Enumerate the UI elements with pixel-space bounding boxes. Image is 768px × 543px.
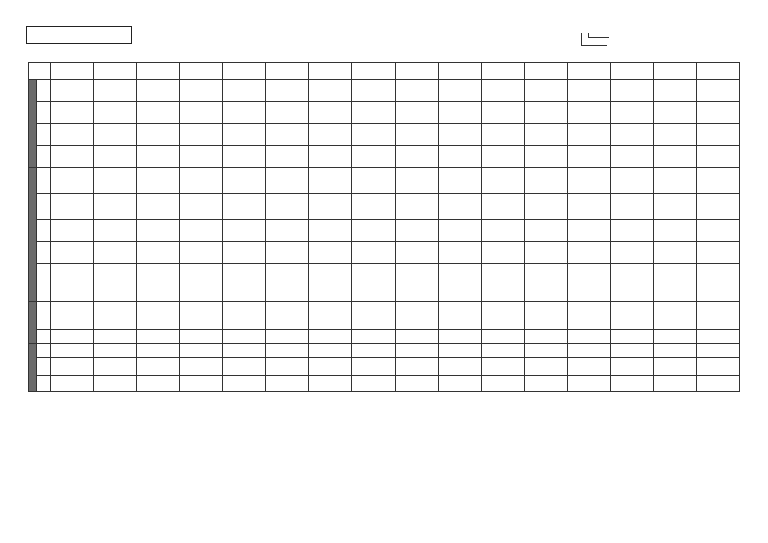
error-code-cell [94,124,137,146]
error-code-cell [309,264,352,302]
column-header-9 [438,63,481,80]
error-code-cell [51,264,94,302]
error-code-cell [567,264,610,302]
error-code-cell [352,220,395,242]
error-code-cell [524,358,567,376]
error-code-cell [567,344,610,358]
error-code-cell [481,168,524,194]
column-header-2 [137,63,180,80]
error-code-cell [309,344,352,358]
error-code-cell [524,376,567,392]
error-code-cell [352,124,395,146]
error-code-cell [94,330,137,344]
row-classification-code [37,102,51,124]
error-code-cell [180,146,223,168]
error-code-cell [309,220,352,242]
error-code-cell [610,194,653,220]
error-code-cell [352,344,395,358]
error-code-cell [94,102,137,124]
error-code-cell [653,344,696,358]
error-code-cell [481,376,524,392]
error-code-cell [481,220,524,242]
error-code-cell [481,330,524,344]
row-classification-code [37,302,51,330]
column-header-row [29,63,740,80]
row-classification-code [37,376,51,392]
error-code-cell [481,242,524,264]
row-classification-code [37,80,51,102]
error-code-cell [481,124,524,146]
error-code-cell [696,194,739,220]
error-code-cell [180,376,223,392]
error-code-cell [610,124,653,146]
error-code-cell [567,168,610,194]
error-code-cell [51,330,94,344]
error-code-cell [438,102,481,124]
error-code-cell [696,242,739,264]
error-code-cell [395,302,438,330]
error-code-cell [94,146,137,168]
table-row [29,102,740,124]
error-code-cell [653,358,696,376]
error-code-cell [696,168,739,194]
error-code-cell [696,358,739,376]
error-code-cell [696,102,739,124]
error-code-cell [137,376,180,392]
error-code-cell [524,168,567,194]
error-code-cell [180,358,223,376]
error-code-cell [653,242,696,264]
error-code-cell [223,194,266,220]
row-classification-code [37,168,51,194]
row-classification-code [37,194,51,220]
error-code-cell [223,302,266,330]
row-classification-code [37,330,51,344]
error-code-cell [610,264,653,302]
error-code-cell [610,242,653,264]
error-code-cell [223,146,266,168]
error-code-cell [137,242,180,264]
error-code-cell [94,264,137,302]
error-code-cell [180,264,223,302]
error-code-cell [653,220,696,242]
error-code-cell [653,264,696,302]
error-code-cell [567,102,610,124]
error-code-cell [438,168,481,194]
error-code-cell [180,194,223,220]
error-code-cell [223,102,266,124]
error-code-cell [94,242,137,264]
column-header-h [524,63,567,80]
error-code-cell [352,358,395,376]
error-code-cell [137,344,180,358]
error-code-cell [51,358,94,376]
error-code-cell [696,376,739,392]
error-code-cell [696,264,739,302]
table-row [29,220,740,242]
column-header-6 [309,63,352,80]
row-classification-code [37,146,51,168]
error-code-cell [610,220,653,242]
table-row [29,194,740,220]
error-code-cell [309,302,352,330]
error-code-cell [524,220,567,242]
error-code-cell [395,102,438,124]
error-code-cell [309,168,352,194]
error-code-cell [610,80,653,102]
error-code-cell [309,80,352,102]
error-code-cell [438,242,481,264]
error-code-cell [395,264,438,302]
error-code-cell [524,102,567,124]
error-code-cell [94,220,137,242]
error-code-cell [395,220,438,242]
error-code-cell [309,146,352,168]
error-code-cell [223,80,266,102]
row-classification-code [37,358,51,376]
column-header-e [653,63,696,80]
legend-leader-class [581,33,607,46]
error-code-cell [223,264,266,302]
error-code-cell [266,330,309,344]
error-code-cell [223,242,266,264]
page-title [26,26,132,44]
error-code-cell [266,146,309,168]
error-code-cell [567,220,610,242]
table-row [29,358,740,376]
row-classification-code [37,124,51,146]
error-code-cell [438,376,481,392]
error-code-cell [223,124,266,146]
error-code-cell [137,168,180,194]
error-code-cell [352,242,395,264]
error-code-cell [524,194,567,220]
error-code-cell [180,330,223,344]
error-code-cell [524,344,567,358]
error-code-cell [481,102,524,124]
error-code-cell [51,146,94,168]
error-code-cell [266,194,309,220]
error-code-cell [610,330,653,344]
table-row [29,242,740,264]
table-body [29,80,740,392]
error-code-cell [395,168,438,194]
table-row [29,146,740,168]
error-code-cell [567,80,610,102]
row-classification-code [37,344,51,358]
error-code-cell [352,302,395,330]
error-code-cell [696,220,739,242]
error-code-cell [223,376,266,392]
error-code-cell [524,264,567,302]
table-row [29,344,740,358]
error-code-cell [653,102,696,124]
error-code-cell [352,80,395,102]
error-code-cell [51,220,94,242]
column-header-a [481,63,524,80]
error-code-cell [51,168,94,194]
error-code-table [28,62,740,392]
error-code-cell [653,80,696,102]
error-code-cell [395,358,438,376]
group-label [29,302,37,344]
error-code-cell [51,376,94,392]
error-code-cell [137,146,180,168]
error-code-cell [309,330,352,344]
table-row [29,124,740,146]
error-code-cell [524,80,567,102]
error-code-cell [309,124,352,146]
error-code-cell [94,80,137,102]
group-label [29,168,37,302]
error-code-cell [223,344,266,358]
error-code-cell [180,302,223,330]
indication-legend [498,26,758,56]
error-code-cell [395,124,438,146]
error-code-cell [137,302,180,330]
error-code-cell [524,330,567,344]
error-code-cell [51,80,94,102]
column-header-3 [180,63,223,80]
error-code-cell [180,124,223,146]
error-code-cell [653,168,696,194]
error-code-cell [266,124,309,146]
error-code-cell [94,344,137,358]
row-classification-code [37,264,51,302]
error-code-cell [567,194,610,220]
table-row [29,376,740,392]
error-code-cell [266,220,309,242]
error-code-cell [266,80,309,102]
column-header-c [567,63,610,80]
error-code-cell [610,358,653,376]
error-code-cell [223,330,266,344]
error-code-cell [395,376,438,392]
error-code-cell [180,102,223,124]
error-code-cell [610,146,653,168]
error-code-cell [266,344,309,358]
error-code-cell [610,344,653,358]
error-code-cell [137,124,180,146]
error-code-cell [653,146,696,168]
error-code-cell [481,264,524,302]
error-code-cell [395,344,438,358]
error-code-cell [696,80,739,102]
error-code-cell [438,146,481,168]
error-code-cell [395,146,438,168]
error-code-cell [524,242,567,264]
error-code-cell [352,168,395,194]
error-code-cell [94,302,137,330]
error-code-cell [137,80,180,102]
error-code-cell [696,302,739,330]
error-code-cell [696,146,739,168]
error-code-cell [51,124,94,146]
error-code-cell [309,102,352,124]
column-header-4 [223,63,266,80]
error-code-cell [352,330,395,344]
error-code-cell [653,302,696,330]
group-label [29,80,37,168]
table-row [29,302,740,330]
error-code-cell [266,302,309,330]
error-code-cell [51,194,94,220]
error-code-cell [696,124,739,146]
error-code-cell [223,168,266,194]
error-code-cell [180,168,223,194]
error-code-cell [524,124,567,146]
table-row [29,330,740,344]
error-code-cell [567,302,610,330]
error-code-cell [94,358,137,376]
error-code-cell [266,168,309,194]
error-code-cell [266,264,309,302]
error-code-cell [352,264,395,302]
error-code-cell [567,358,610,376]
error-code-cell [524,302,567,330]
error-code-cell [180,242,223,264]
error-code-cell [438,194,481,220]
error-code-cell [180,220,223,242]
error-code-cell [438,124,481,146]
row-classification-code [37,220,51,242]
table-corner [29,63,51,80]
error-code-cell [567,242,610,264]
error-code-cell [567,124,610,146]
error-code-cell [481,80,524,102]
column-header-j [610,63,653,80]
error-code-cell [137,264,180,302]
error-code-cell [137,102,180,124]
error-code-cell [137,220,180,242]
error-code-cell [51,302,94,330]
error-code-cell [610,168,653,194]
error-code-cell [94,194,137,220]
error-code-cell [610,102,653,124]
error-code-cell [266,102,309,124]
error-code-cell [223,220,266,242]
row-classification-code [37,242,51,264]
error-code-cell [438,264,481,302]
error-code-cell [438,220,481,242]
error-code-cell [266,358,309,376]
error-code-cell [653,330,696,344]
error-code-cell [180,80,223,102]
table-row [29,168,740,194]
column-header-f [696,63,739,80]
error-code-cell [266,376,309,392]
error-code-cell [309,242,352,264]
error-code-cell [395,330,438,344]
error-code-cell [395,242,438,264]
group-label [29,344,37,392]
error-code-cell [438,358,481,376]
error-code-cell [438,330,481,344]
column-header-8 [395,63,438,80]
error-code-cell [567,330,610,344]
error-code-cell [51,344,94,358]
error-code-cell [266,242,309,264]
error-code-cell [352,146,395,168]
error-code-cell [567,376,610,392]
error-code-cell [481,302,524,330]
error-code-cell [524,146,567,168]
column-header-5 [266,63,309,80]
column-header-1 [94,63,137,80]
error-code-cell [653,376,696,392]
error-code-cell [653,124,696,146]
error-code-cell [481,358,524,376]
error-code-cell [223,358,266,376]
column-header-7 [352,63,395,80]
error-code-cell [610,376,653,392]
table-row [29,264,740,302]
error-code-cell [309,376,352,392]
error-code-cell [94,168,137,194]
error-code-cell [653,194,696,220]
error-code-cell [352,376,395,392]
table-row [29,80,740,102]
error-code-cell [352,102,395,124]
error-code-cell [309,358,352,376]
error-code-cell [438,302,481,330]
column-header-0 [51,63,94,80]
error-code-cell [696,330,739,344]
error-code-cell [610,302,653,330]
error-code-cell [51,242,94,264]
error-code-cell [309,194,352,220]
error-code-cell [51,102,94,124]
error-code-cell [137,194,180,220]
error-code-cell [567,146,610,168]
error-code-cell [438,344,481,358]
error-code-cell [94,376,137,392]
error-code-cell [481,344,524,358]
error-code-cell [438,80,481,102]
error-code-cell [352,194,395,220]
error-code-cell [481,146,524,168]
error-code-cell [180,344,223,358]
error-code-cell [696,344,739,358]
error-code-cell [481,194,524,220]
error-code-cell [137,358,180,376]
error-code-cell [395,80,438,102]
error-code-cell [137,330,180,344]
error-code-cell [395,194,438,220]
